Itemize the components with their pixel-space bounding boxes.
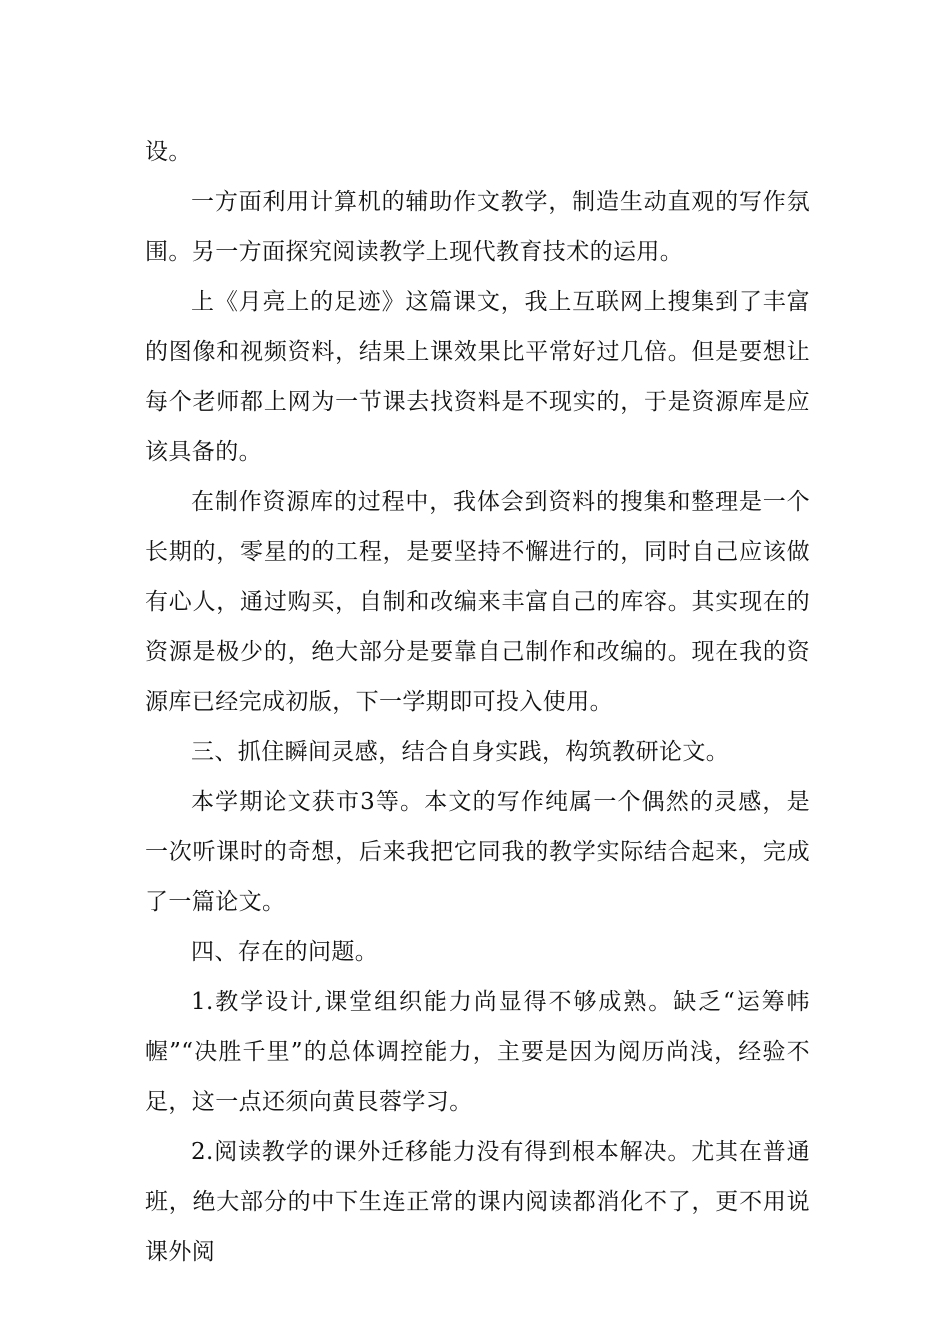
paragraph-4: 在制作资源库的过程中，我体会到资料的搜集和整理是一个长期的，零星的的工程，是要坚持不懈进行的，同时自己应该做有心人，通过购买，自制和改编来丰富自己的库容。其实现在的资源是极少的，绝大部分是要靠自己制作和改编的。现在我的资源库已经完成初版，下一学期即可投入使用。	[145, 489, 810, 715]
section-heading-3: 三、抓住瞬间灵感，结合自身实践，构筑教研论文。	[191, 739, 730, 765]
paragraph-3: 上《月亮上的足迹》这篇课文，我上互联网上搜集到了丰富的图像和视频资料，结果上课效果比平常好过几倍。但是要想让每个老师都上网为一节课去找资料是不现实的，于是资源库是应该具备的。	[145, 289, 810, 465]
list-item-1: 1.教学设计,课堂组织能力尚显得不够成熟。缺乏“运筹帏幄”“决胜千里”的总体调控能力，主要是因为阅历尚浅，经验不足，这一点还须向黄艮蓉学习。	[145, 989, 810, 1115]
paragraph-1: 设。	[145, 139, 192, 165]
paragraph-5: 本学期论文获市3等。本文的写作纯属一个偶然的灵感，是一次听课时的奇想，后来我把它同我的教学实际结合起来，完成了一篇论文。	[145, 789, 810, 915]
document-body	[145, 127, 810, 1277]
paragraph-2: 一方面利用计算机的辅助作文教学，制造生动直观的写作氛围。另一方面探究阅读教学上现代教育技术的运用。	[145, 189, 810, 265]
section-heading-4: 四、存在的问题。	[191, 939, 379, 965]
list-item-2: 2.阅读教学的课外迁移能力没有得到根本解决。尤其在普通班，绝大部分的中下生连正常的课内阅读都消化不了，更不用说课外阅	[145, 1139, 810, 1265]
